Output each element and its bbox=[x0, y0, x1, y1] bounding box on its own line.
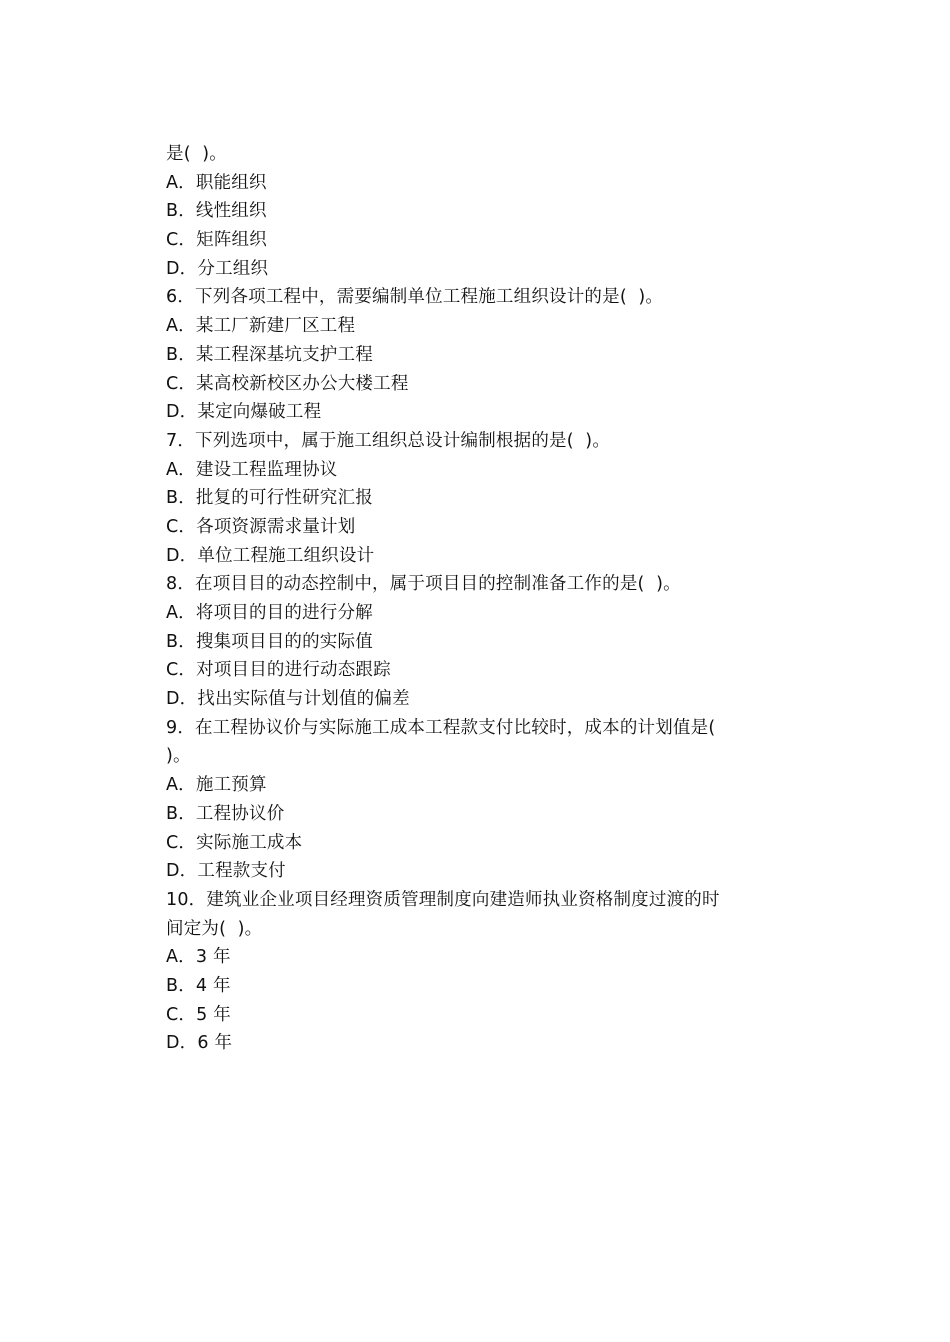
question-6-option-d: D．某定向爆破工程 bbox=[166, 402, 322, 423]
question-8-option-a: A．将项目的目的进行分解 bbox=[166, 603, 373, 623]
question-9-option-d: D．工程款支付 bbox=[166, 861, 286, 882]
question-5-stem-end: 是( )。 bbox=[166, 144, 227, 164]
question-8-stem: 8．在项目目的动态控制中，属于项目目的控制准备工作的是( )。 bbox=[166, 574, 681, 595]
question-10-option-d: D．6 年 bbox=[166, 1033, 233, 1054]
question-5-option-c: C．矩阵组织 bbox=[166, 230, 267, 251]
question-8-option-c: C．对项目目的进行动态跟踪 bbox=[166, 660, 391, 681]
question-6-option-a: A．某工厂新建厂区工程 bbox=[166, 316, 356, 337]
question-9-option-c: C．实际施工成本 bbox=[166, 832, 303, 853]
question-10-option-c: C．5 年 bbox=[166, 1004, 231, 1025]
question-5-option-b: B．线性组织 bbox=[166, 201, 267, 222]
question-7-option-a: A．建设工程监理协议 bbox=[166, 459, 338, 480]
question-9-option-a: A．施工预算 bbox=[166, 775, 267, 796]
question-10-stem-line-1: 10．建筑业企业项目经理资质管理制度向建造师执业资格制度过渡的时 bbox=[166, 889, 720, 910]
question-7-stem: 7．下列选项中，属于施工组织总设计编制根据的是( )。 bbox=[166, 430, 611, 451]
question-6-option-b: B．某工程深基坑支护工程 bbox=[166, 344, 373, 365]
question-7-option-b: B．批复的可行性研究汇报 bbox=[166, 488, 373, 509]
question-9-option-b: B．工程协议价 bbox=[166, 803, 285, 824]
question-7-option-c: C．各项资源需求量计划 bbox=[166, 516, 356, 537]
question-10-stem-line-2: 间定为( )。 bbox=[166, 918, 263, 939]
document-page bbox=[166, 140, 796, 1058]
question-6-option-c: C．某高校新校区办公大楼工程 bbox=[166, 373, 409, 394]
question-10-option-b: B．4 年 bbox=[166, 975, 231, 996]
question-5-option-a: A．职能组织 bbox=[166, 172, 267, 193]
question-9-stem-line-1: 9．在工程协议价与实际施工成本工程款支付比较时，成本的计划值是( bbox=[166, 717, 716, 738]
question-7-option-d: D．单位工程施工组织设计 bbox=[166, 545, 375, 566]
question-10-option-a: A．3 年 bbox=[166, 947, 231, 968]
question-8-option-b: B．搜集项目目的的实际值 bbox=[166, 631, 373, 652]
question-5-option-d: D．分工组织 bbox=[166, 258, 269, 279]
question-9-stem-line-2: )。 bbox=[166, 746, 191, 767]
question-8-option-d: D．找出实际值与计划值的偏差 bbox=[166, 689, 410, 710]
question-6-stem: 6．下列各项工程中，需要编制单位工程施工组织设计的是( )。 bbox=[166, 287, 664, 308]
